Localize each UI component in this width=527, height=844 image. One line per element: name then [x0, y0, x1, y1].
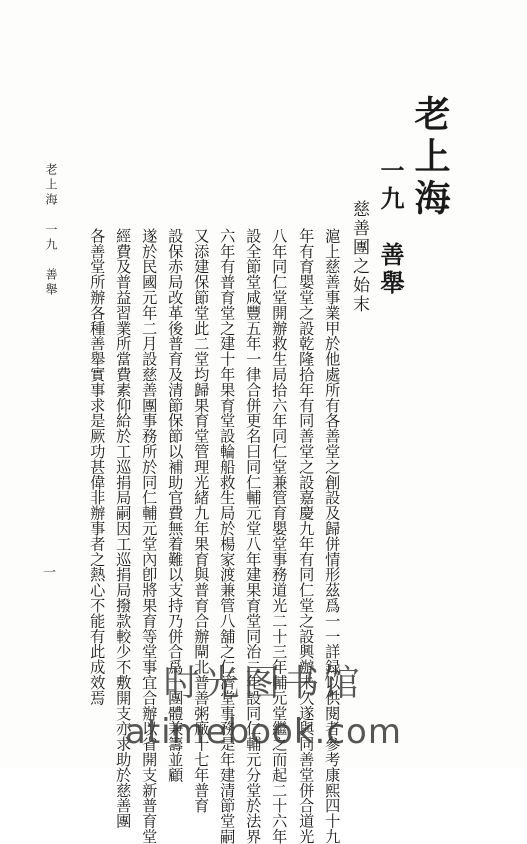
body-column: 六年有普育堂之建十年果育堂設輪船救生局於楊家渡兼管八舖之仁濟堂事務是年建清節堂嗣	[218, 228, 237, 844]
body-column: 年有育嬰堂之設乾隆拾年有同善堂之設嘉慶九年有同仁堂之設興辦未久遂與同善堂併合道光	[297, 228, 316, 844]
body-column: 各善堂所辦各種善舉實事求是厥功甚偉非辦事者之熱心不能有此成效焉	[88, 228, 107, 706]
body-column: 設全節堂咸豐五年一律合併更名曰同仁輔元堂八年建果育堂同治二年設同仁輔元分堂於法界	[244, 228, 263, 844]
body-column: 又添建保節堂此二堂均歸果育堂管理光緒九年果育與普育合辦閘北普善粥廠十七年普育	[192, 228, 211, 814]
section-title: 慈善團之始末	[349, 200, 369, 314]
watermark-chinese: 时光图书馆	[163, 663, 364, 704]
body-column: 滬上慈善事業甲於他處所有各善堂之創設及歸併情形茲爲一一詳録以供閱者參考康熙四十九	[323, 228, 342, 844]
watermark-url: atimebook.com	[125, 712, 402, 752]
body-column: 八年同仁堂開辦救生局拾六年同仁堂兼管育嬰堂事務道光二十三年輔元堂繼之而起二十六年	[270, 228, 289, 844]
page-number: 一	[40, 565, 55, 578]
body-column: 設保赤局改革後普育及清節保節以補助官費無着難以支持乃併合爲一團體兼籌並顧	[166, 228, 185, 783]
book-title: 老上海	[409, 95, 451, 221]
body-column: 遂於民國元年二月設慈善團事務所於同仁輔元堂內卽將果育等堂事宜合辦以省開支新普育堂	[140, 228, 159, 844]
body-column: 經費及普益習業所當費素仰給於工巡捐局嗣因工巡捐局撥款較少不敷開支亦求助於慈善團	[114, 228, 133, 829]
running-head: 老上海 一九 善舉	[44, 163, 58, 298]
chapter-title: 一九 善舉	[376, 158, 405, 298]
